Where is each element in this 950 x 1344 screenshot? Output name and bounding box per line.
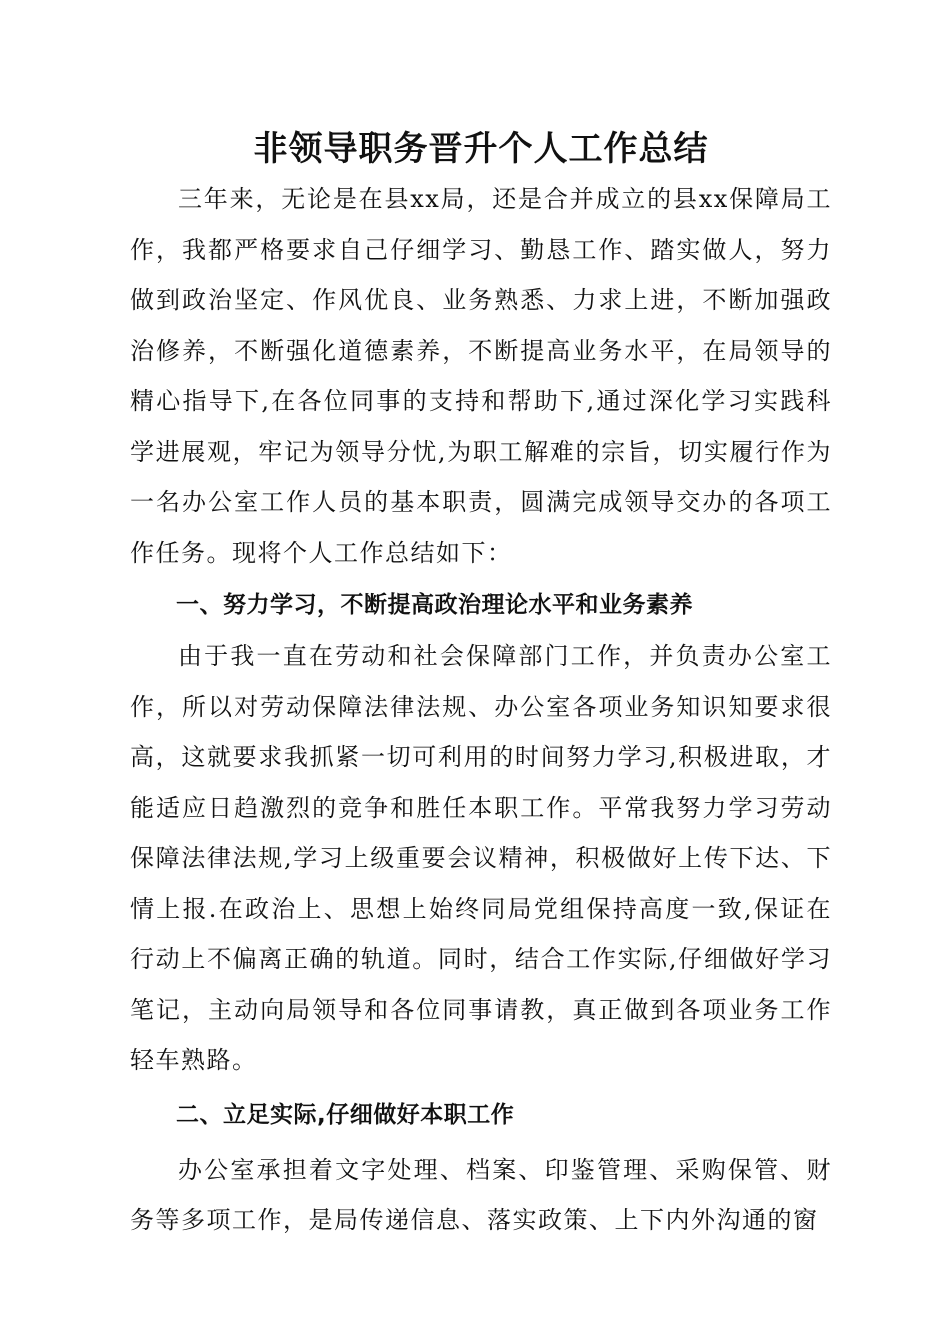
section-1-paragraph: 由于我一直在劳动和社会保障部门工作，并负责办公室工作，所以对劳动保障法律法规、办公室各项业务知识知要求很高，这就要求我抓紧一切可利用的时间努力学习,积极进取，才能适应日趋激烈的竞争和胜任本职工作。平常我努力学习劳动保障法律法规,学习上级重要会议精神，积极做好上传下达、下情上报.在政治上、思想上始终同局党组保持高度一致,保证在行动上不偏离正确的轨道。同时，结合工作实际,仔细做好学习笔记，主动向局领导和各位同事请教，真正做到各项业务工作轻车熟路。 (130, 642, 832, 1074)
section-2-paragraph: 办公室承担着文字处理、档案、印鉴管理、采购保管、财务等多项工作，是局传递信息、落实政策、上下内外沟通的窗 (130, 1155, 832, 1234)
section-heading-2: 二、立足实际,仔细做好本职工作 (176, 1101, 515, 1128)
section-heading-1: 一、努力学习，不断提高政治理论水平和业务素养 (176, 592, 693, 618)
intro-paragraph: 三年来，无论是在县xx局，还是合并成立的县xx保障局工作，我都严格要求自己仔细学习、勤恳工作、踏实做人，努力做到政治坚定、作风优良、业务熟悉、力求上进，不断加强政治修养，不断强化道德素养，不断提高业务水平，在局领导的精心指导下,在各位同事的支持和帮助下,通过深化学习实践科学进展观，牢记为领导分忧,为职工解难的宗旨，切实履行作为一名办公室工作人员的基本职责，圆满完成领导交办的各项工作任务。现将个人工作总结如下： (130, 185, 832, 567)
document-title: 非领导职务晋升个人工作总结 (253, 129, 709, 169)
